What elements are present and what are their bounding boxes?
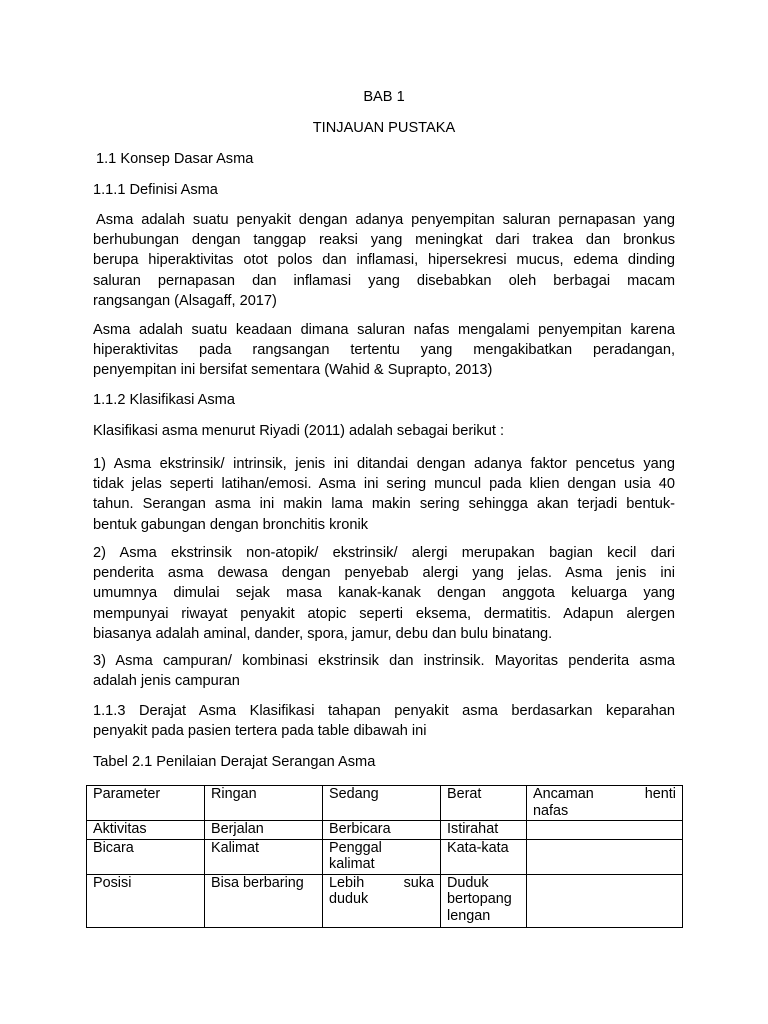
header-cell: Parameter: [87, 786, 205, 821]
table-header-row: [87, 786, 683, 821]
section-heading-1-1-2: 1.1.2 Klasifikasi Asma: [93, 392, 235, 408]
table-cell: [323, 874, 441, 927]
text-line: rangsangan (Alsagaff, 2017): [93, 292, 277, 309]
klasifikasi-item-3: [93, 651, 675, 691]
table-cell-line: Duduk: [447, 874, 489, 891]
text-line: 2) Asma ekstrinsik non-atopik/ ekstrinsik/ alergi merupakan bagian kecil dari: [93, 545, 675, 561]
text-line: adalah jenis campuran: [93, 673, 240, 690]
table-caption: Tabel 2.1 Penilaian Derajat Serangan Asma: [93, 754, 376, 770]
text-line: Asma adalah suatu keadaan dimana saluran nafas mengalami penyempitan karena: [93, 322, 675, 338]
text-line: bentuk gabungan dengan bronchitis kronik: [93, 516, 369, 533]
table-cell: [527, 874, 683, 927]
klasifikasi-item-1: [93, 454, 675, 535]
header-cell-line: Ancaman henti: [533, 786, 676, 802]
table-cell: Aktivitas: [87, 821, 205, 840]
text-line: biasanya adalah aminal, dander, spora, jamur, debu dan bulu binatang.: [93, 625, 553, 642]
chapter-title: TINJAUAN PUSTAKA: [312, 120, 456, 136]
table-cell: [323, 839, 441, 874]
text-line: berupa hiperaktivitas otot polos dan inflamasi, hipersekresi mucus, edema dinding: [93, 252, 675, 269]
table-cell-line: lengan: [447, 907, 491, 924]
text-line: umumnya dimulai sejak masa kanak-kanak dengan anggota keluarga yang: [93, 585, 675, 602]
text-line: hiperaktivitas pada rangsangan tertentu yang mengakibatkan peradangan,: [93, 342, 675, 359]
text-line: berhubungan dengan tanggap reaksi yang meningkat dari trakea dan bronkus: [93, 232, 675, 249]
definisi-paragraph-1: [93, 210, 675, 311]
section-1-1-3-paragraph: [93, 701, 675, 741]
text-line: penderita asma dewasa dengan penyebab alergi yang jelas. Asma jenis ini: [93, 565, 675, 582]
table-cell-line: kalimat: [329, 856, 375, 872]
text-line: tidak jelas seperti latihan/emosi. Asma ini sering muncul pada klien dengan usia 40: [93, 476, 675, 493]
header-cell: [527, 786, 683, 821]
table-cell-line: duduk: [329, 891, 369, 907]
section-heading-1-1: 1.1 Konsep Dasar Asma: [96, 151, 254, 167]
text-line: saluran pernapasan dan inflamasi yang disebabkan oleh berbagai macam: [93, 272, 675, 289]
table-cell: Kata-kata: [441, 839, 527, 874]
table-cell: [527, 821, 683, 840]
table-cell: Posisi: [87, 874, 205, 927]
klasifikasi-item-2: [93, 543, 675, 644]
chapter-heading: BAB 1: [363, 89, 405, 105]
table-cell: Istirahat: [441, 821, 527, 840]
text-line: 1) Asma ekstrinsik/ intrinsik, jenis ini ditandai dengan adanya faktor pencetus yang: [93, 456, 675, 472]
table-cell: Bisa berbaring: [205, 874, 323, 927]
table-cell: Berbicara: [323, 821, 441, 840]
header-cell: Ringan: [205, 786, 323, 821]
text-line: penyakit pada pasien tertera pada table dibawah ini: [93, 723, 427, 740]
table-row: [87, 839, 683, 874]
section-heading-1-1-1: 1.1.1 Definisi Asma: [93, 182, 218, 198]
table-cell-line: bertopang: [447, 891, 512, 907]
header-cell: Sedang: [323, 786, 441, 821]
klasifikasi-intro: Klasifikasi asma menurut Riyadi (2011) adalah sebagai berikut :: [93, 423, 504, 439]
table-cell: Bicara: [87, 839, 205, 874]
table-cell: [441, 874, 527, 927]
table-cell-line: Lebih suka: [329, 874, 434, 891]
text-line: mempunyai riwayat penyakit atopic seperti eksema, dermatitis. Adapun alergen: [93, 605, 675, 622]
definisi-paragraph-2: [93, 320, 675, 381]
table-row: [87, 821, 683, 840]
text-line: 3) Asma campuran/ kombinasi ekstrinsik dan instrinsik. Mayoritas penderita asma: [93, 653, 675, 669]
table-cell: Kalimat: [205, 839, 323, 874]
header-cell-line: nafas: [533, 802, 569, 819]
text-line: Asma adalah suatu penyakit dengan adanya penyempitan saluran pernapasan yang: [96, 212, 675, 228]
text-line: tahun. Serangan asma ini makin lama makin sering sehingga akan terjadi bentuk-: [93, 496, 675, 513]
text-line: penyempitan ini bersifat sementara (Wahid & Suprapto, 2013): [93, 362, 493, 379]
text-line: 1.1.3 Derajat Asma Klasifikasi tahapan penyakit asma berdasarkan keparahan: [93, 703, 675, 719]
table-cell: Berjalan: [205, 821, 323, 840]
asthma-severity-table: [86, 785, 683, 928]
table-row: [87, 874, 683, 927]
table-cell: [527, 839, 683, 874]
table-cell-line: Penggal: [329, 839, 382, 856]
header-cell: Berat: [441, 786, 527, 821]
